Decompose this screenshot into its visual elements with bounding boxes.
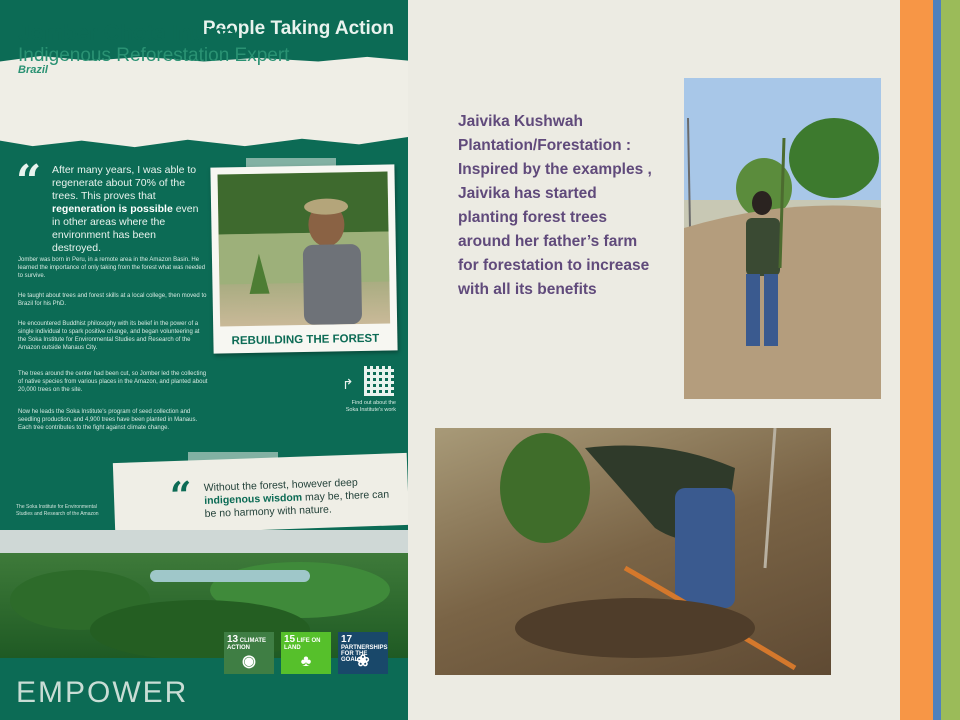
planting-art bbox=[435, 428, 831, 675]
poster-quote: After many years, I was able to regenerate about 70% of the trees. This proves that regeneration is possible even in other areas where the environment has been destroyed. bbox=[52, 164, 199, 254]
poster-image bbox=[0, 0, 408, 720]
poster-role: Indigenous Reforestation Expert bbox=[18, 45, 290, 66]
sdg-17-badge: 17 PARTNERSHIPS FOR THE GOALS ❀ bbox=[338, 632, 388, 674]
tree-icon: ♣ bbox=[300, 653, 312, 670]
quote-mark-icon: “ bbox=[16, 156, 42, 207]
poster-name: Jomber Chota Inuma bbox=[18, 20, 237, 45]
flower-icon: ❀ bbox=[356, 653, 370, 670]
quote-paper bbox=[113, 453, 408, 535]
blue-stripe bbox=[933, 0, 941, 720]
poster-paragraph: He encountered Buddhist philosophy with its belief in the power of a single individual to spark positive change, and began volunteering at the Soka Institute for Environmental Studies and Research of the Amazon outside Manaus City. bbox=[18, 321, 200, 351]
orange-stripe bbox=[900, 0, 933, 720]
poster-country: Brazil bbox=[18, 64, 48, 76]
girl-holding-sapling-photo bbox=[684, 78, 881, 399]
title-paper bbox=[0, 56, 408, 148]
quote-mark-icon: “ bbox=[169, 472, 193, 519]
girl-planting-tree-photo bbox=[435, 428, 831, 675]
poster-paragraph: Jomber was born in Peru, in a remote area in the Amazon Basin. He learned the importance of only taking from the forest what was needed to survive. bbox=[18, 257, 206, 279]
poster-paragraph: Now he leads the Soka Institute's program of seed collection and seedling production, and 4,900 trees have been planted in Manaus. Each tree contributes to the fight against climate change. bbox=[18, 409, 198, 431]
sdg-13-badge: 13 CLIMATE ACTION ◉ bbox=[224, 632, 274, 674]
photo-caption: REBUILDING THE FOREST bbox=[231, 332, 380, 348]
poster-paragraph: He taught about trees and forest skills at a local college, then moved to Brazil for his PhD. bbox=[18, 293, 207, 307]
green-stripe bbox=[941, 0, 960, 720]
sdg-15-badge: 15 LIFE ON LAND ♣ bbox=[281, 632, 331, 674]
eye-icon: ◉ bbox=[242, 653, 256, 670]
girl-standing-art bbox=[684, 78, 881, 399]
arrow-icon: ↱ bbox=[342, 376, 354, 392]
man-portrait-photo bbox=[218, 172, 391, 327]
poster-header: People Taking Action bbox=[202, 18, 394, 39]
poster-footer: EMPOWER bbox=[16, 676, 189, 709]
caption-text: Jaivika Kushwah Plantation/Forestation : Inspired by the examples , Jaivika has started planting forest trees around her father’s farm for forestation to increase with all its benefits bbox=[458, 113, 652, 298]
poster-quote-2: Without the forest, however deep indigenous wisdom may be, there can be no harmony with nature. bbox=[203, 476, 390, 520]
qr-caption: Find out about the Soka Institute's work bbox=[345, 400, 396, 413]
poster-photo-card bbox=[210, 164, 397, 353]
poster-paragraph: The trees around the center had been cut, so Jomber led the collecting of native species from various places in the Amazon, and planted about 20,000 trees on the site. bbox=[18, 371, 208, 393]
soka-label: The Soka Institute for Environmental Studies and Research of the Amazon bbox=[16, 504, 99, 517]
qr-code-icon bbox=[364, 366, 394, 396]
man-portrait-art bbox=[218, 172, 391, 327]
